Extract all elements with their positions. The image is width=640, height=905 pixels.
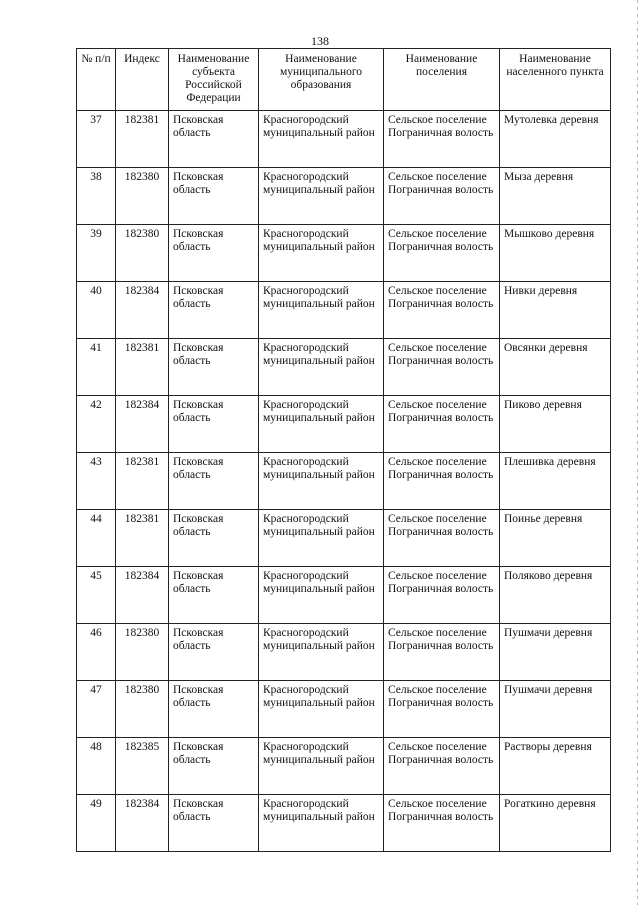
cell-settlement: Сельское поселение Пограничная волость xyxy=(384,738,500,795)
cell-locality: Поинье деревня xyxy=(500,510,611,567)
table-header-row xyxy=(77,49,611,111)
table-row xyxy=(77,111,611,168)
cell-index: 182381 xyxy=(116,510,169,567)
cell-settlement: Сельское поселение Пограничная волость xyxy=(384,111,500,168)
cell-settlement: Сельское поселение Пограничная волость xyxy=(384,510,500,567)
cell-number: 48 xyxy=(77,738,116,795)
cell-municipality: Красногородский муниципальный район xyxy=(259,567,384,624)
cell-locality: Пиково деревня xyxy=(500,396,611,453)
cell-municipality: Красногородский муниципальный район xyxy=(259,396,384,453)
settlements-table xyxy=(76,48,611,852)
cell-locality: Мышково деревня xyxy=(500,225,611,282)
table-row xyxy=(77,168,611,225)
cell-number: 45 xyxy=(77,567,116,624)
cell-locality: Пушмачи деревня xyxy=(500,624,611,681)
cell-municipality: Красногородский муниципальный район xyxy=(259,111,384,168)
cell-subject: Псковская область xyxy=(169,681,259,738)
cell-index: 182381 xyxy=(116,339,169,396)
cell-number: 43 xyxy=(77,453,116,510)
cell-number: 39 xyxy=(77,225,116,282)
header-locality: Наименование населенного пункта xyxy=(500,49,611,111)
table-row xyxy=(77,282,611,339)
cell-municipality: Красногородский муниципальный район xyxy=(259,282,384,339)
cell-locality: Растворы деревня xyxy=(500,738,611,795)
header-index: Индекс xyxy=(116,49,169,111)
cell-number: 42 xyxy=(77,396,116,453)
page-number: 138 xyxy=(311,34,329,48)
cell-subject: Псковская область xyxy=(169,168,259,225)
cell-settlement: Сельское поселение Пограничная волость xyxy=(384,681,500,738)
cell-index: 182380 xyxy=(116,681,169,738)
table-row xyxy=(77,510,611,567)
cell-settlement: Сельское поселение Пограничная волость xyxy=(384,225,500,282)
cell-index: 182384 xyxy=(116,567,169,624)
table-row xyxy=(77,453,611,510)
cell-settlement: Сельское поселение Пограничная волость xyxy=(384,168,500,225)
header-settlement: Наименование поселения xyxy=(384,49,500,111)
cell-index: 182384 xyxy=(116,396,169,453)
cell-locality: Пушмачи деревня xyxy=(500,681,611,738)
cell-locality: Мутолевка деревня xyxy=(500,111,611,168)
cell-locality: Нивки деревня xyxy=(500,282,611,339)
cell-subject: Псковская область xyxy=(169,624,259,681)
header-municipality: Наименование муниципального образования xyxy=(259,49,384,111)
table-row xyxy=(77,681,611,738)
cell-municipality: Красногородский муниципальный район xyxy=(259,624,384,681)
cell-locality: Рогаткино деревня xyxy=(500,795,611,852)
table-row xyxy=(77,225,611,282)
table-row xyxy=(77,624,611,681)
cell-subject: Псковская область xyxy=(169,510,259,567)
table-row xyxy=(77,567,611,624)
cell-settlement: Сельское поселение Пограничная волость xyxy=(384,624,500,681)
cell-index: 182380 xyxy=(116,624,169,681)
cell-settlement: Сельское поселение Пограничная волость xyxy=(384,567,500,624)
cell-subject: Псковская область xyxy=(169,567,259,624)
cell-index: 182380 xyxy=(116,225,169,282)
cell-subject: Псковская область xyxy=(169,225,259,282)
table-row xyxy=(77,339,611,396)
cell-index: 182381 xyxy=(116,453,169,510)
cell-subject: Псковская область xyxy=(169,339,259,396)
cell-locality: Плешивка деревня xyxy=(500,453,611,510)
cell-settlement: Сельское поселение Пограничная волость xyxy=(384,795,500,852)
cell-number: 40 xyxy=(77,282,116,339)
header-number: № п/п xyxy=(77,49,116,111)
cell-locality: Овсянки деревня xyxy=(500,339,611,396)
cell-subject: Псковская область xyxy=(169,453,259,510)
cell-municipality: Красногородский муниципальный район xyxy=(259,225,384,282)
table-row xyxy=(77,738,611,795)
cell-index: 182384 xyxy=(116,795,169,852)
cell-municipality: Красногородский муниципальный район xyxy=(259,168,384,225)
cell-number: 37 xyxy=(77,111,116,168)
cell-locality: Поляково деревня xyxy=(500,567,611,624)
cell-municipality: Красногородский муниципальный район xyxy=(259,795,384,852)
cell-subject: Псковская область xyxy=(169,795,259,852)
table-body xyxy=(77,111,611,852)
cell-subject: Псковская область xyxy=(169,111,259,168)
cell-number: 46 xyxy=(77,624,116,681)
cell-municipality: Красногородский муниципальный район xyxy=(259,738,384,795)
cell-number: 41 xyxy=(77,339,116,396)
cell-number: 44 xyxy=(77,510,116,567)
cell-index: 182381 xyxy=(116,111,169,168)
cell-subject: Псковская область xyxy=(169,396,259,453)
cell-index: 182384 xyxy=(116,282,169,339)
cell-municipality: Красногородский муниципальный район xyxy=(259,681,384,738)
cell-municipality: Красногородский муниципальный район xyxy=(259,453,384,510)
cell-subject: Псковская область xyxy=(169,282,259,339)
table-row xyxy=(77,396,611,453)
cell-settlement: Сельское поселение Пограничная волость xyxy=(384,453,500,510)
cell-settlement: Сельское поселение Пограничная волость xyxy=(384,339,500,396)
cell-municipality: Красногородский муниципальный район xyxy=(259,339,384,396)
cell-settlement: Сельское поселение Пограничная волость xyxy=(384,282,500,339)
cell-locality: Мыза деревня xyxy=(500,168,611,225)
header-subject: Наименование субъекта Российской Федерации xyxy=(169,49,259,111)
cell-number: 38 xyxy=(77,168,116,225)
cell-number: 47 xyxy=(77,681,116,738)
cell-municipality: Красногородский муниципальный район xyxy=(259,510,384,567)
cell-number: 49 xyxy=(77,795,116,852)
cell-index: 182380 xyxy=(116,168,169,225)
table-row xyxy=(77,795,611,852)
cell-index: 182385 xyxy=(116,738,169,795)
scan-edge-line xyxy=(637,0,638,905)
cell-subject: Псковская область xyxy=(169,738,259,795)
cell-settlement: Сельское поселение Пограничная волость xyxy=(384,396,500,453)
